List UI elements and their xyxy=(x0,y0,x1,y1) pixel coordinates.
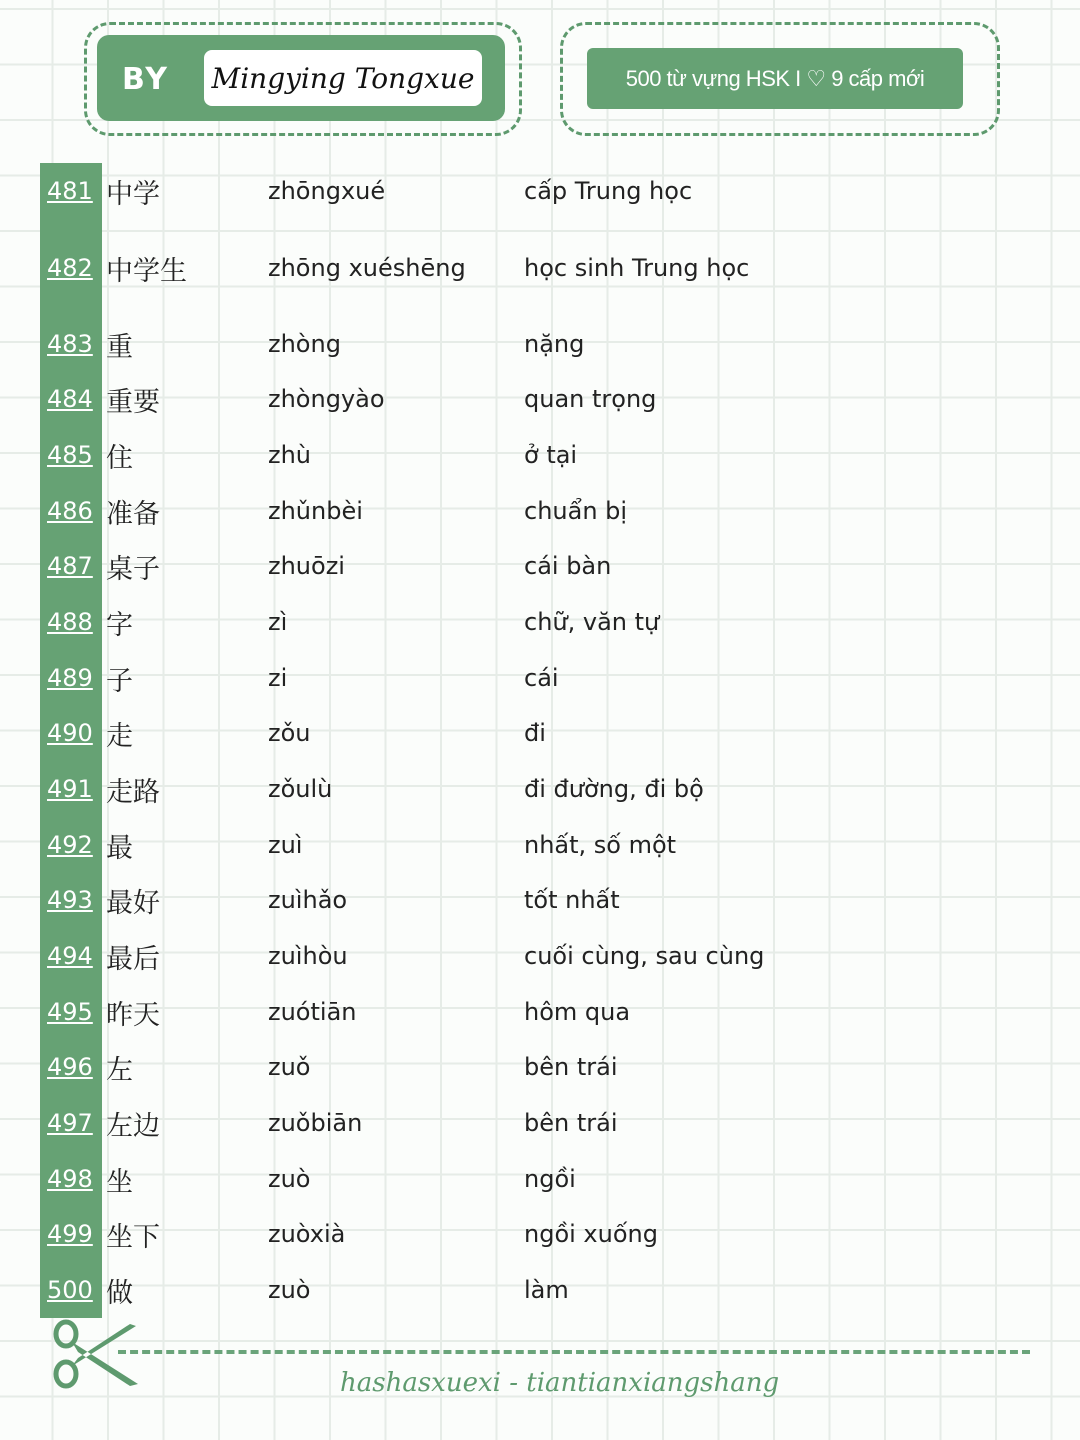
vocab-row xyxy=(0,769,1080,809)
row-number: 489 xyxy=(47,664,93,692)
row-number: 495 xyxy=(47,998,93,1026)
pinyin: zhù xyxy=(268,441,312,469)
hanzi: 最后 xyxy=(106,943,160,975)
pinyin: zuǒbiān xyxy=(268,1109,363,1137)
vocab-row xyxy=(0,1214,1080,1254)
pinyin: zhuōzi xyxy=(268,552,345,580)
pinyin: zhòng xyxy=(268,330,341,358)
vocab-row xyxy=(0,658,1080,698)
pinyin: zuótiān xyxy=(268,998,357,1026)
hanzi: 最 xyxy=(106,832,133,864)
vocab-row xyxy=(0,248,1080,288)
pinyin: zì xyxy=(268,608,288,636)
meaning: cái xyxy=(524,664,559,692)
row-number: 491 xyxy=(47,775,93,803)
meaning: bên trái xyxy=(524,1053,618,1081)
vocab-row xyxy=(0,936,1080,976)
row-number: 492 xyxy=(47,831,93,859)
vocab-row xyxy=(0,379,1080,419)
vocab-row xyxy=(0,992,1080,1032)
hanzi: 中学 xyxy=(106,178,160,210)
row-number: 486 xyxy=(47,497,93,525)
pinyin: zuìhòu xyxy=(268,942,348,970)
meaning: chữ, văn tự xyxy=(524,608,660,636)
row-number: 488 xyxy=(47,608,93,636)
hanzi: 住 xyxy=(106,442,133,474)
pinyin: zhòngyào xyxy=(268,385,385,413)
hanzi: 走 xyxy=(106,720,133,752)
row-number: 485 xyxy=(47,441,93,469)
vocab-row xyxy=(0,713,1080,753)
hanzi: 昨天 xyxy=(106,999,160,1031)
hanzi: 最好 xyxy=(106,887,160,919)
meaning: bên trái xyxy=(524,1109,618,1137)
pinyin: zi xyxy=(268,664,288,692)
author-name: Mingying Tongxue xyxy=(204,50,482,106)
by-label: BY xyxy=(122,62,169,97)
meaning: cuối cùng, sau cùng xyxy=(524,942,765,970)
row-number: 493 xyxy=(47,886,93,914)
row-number: 498 xyxy=(47,1165,93,1193)
hanzi: 子 xyxy=(106,665,133,697)
pinyin: zuì xyxy=(268,831,303,859)
hanzi: 做 xyxy=(106,1277,133,1309)
vocab-row xyxy=(0,1047,1080,1087)
hanzi: 走路 xyxy=(106,776,160,808)
pinyin: zhōngxué xyxy=(268,177,386,205)
page-title: 500 từ vựng HSK I ♡ 9 cấp mới xyxy=(625,65,925,91)
row-number: 496 xyxy=(47,1053,93,1081)
vocab-row xyxy=(0,1270,1080,1310)
pinyin: zuòxià xyxy=(268,1220,346,1248)
row-number: 481 xyxy=(47,177,93,205)
pinyin: zuò xyxy=(268,1165,311,1193)
meaning: nhất, số một xyxy=(524,831,677,859)
meaning: làm xyxy=(524,1276,569,1304)
pinyin: zuò xyxy=(268,1276,311,1304)
meaning: nặng xyxy=(524,330,585,358)
vocab-row xyxy=(0,491,1080,531)
meaning: đi đường, đi bộ xyxy=(524,775,704,803)
meaning: hôm qua xyxy=(524,998,631,1026)
vocab-row xyxy=(0,435,1080,475)
row-number: 497 xyxy=(47,1109,93,1137)
vocab-row xyxy=(0,1159,1080,1199)
hanzi: 左 xyxy=(106,1054,133,1086)
hanzi: 坐 xyxy=(106,1166,133,1198)
vocab-row xyxy=(0,825,1080,865)
vocab-row xyxy=(0,880,1080,920)
hanzi: 中学生 xyxy=(106,255,187,287)
pinyin: zhōng xuéshēng xyxy=(268,254,466,282)
meaning: học sinh Trung học xyxy=(524,254,750,282)
hanzi: 字 xyxy=(106,609,133,641)
footer-signature: hashasxuexi - tiantianxiangshang xyxy=(340,1368,780,1398)
hanzi: 准备 xyxy=(106,498,160,530)
meaning: tốt nhất xyxy=(524,886,620,914)
row-number: 500 xyxy=(47,1276,93,1304)
hanzi: 桌子 xyxy=(106,553,160,585)
cut-line xyxy=(118,1350,1030,1354)
meaning: đi xyxy=(524,719,546,747)
pinyin: zuìhǎo xyxy=(268,886,348,914)
row-number: 494 xyxy=(47,942,93,970)
pinyin: zǒulù xyxy=(268,775,333,803)
row-number: 483 xyxy=(47,330,93,358)
row-number: 490 xyxy=(47,719,93,747)
meaning: quan trọng xyxy=(524,385,657,413)
hanzi: 重要 xyxy=(106,386,160,418)
meaning: cái bàn xyxy=(524,552,612,580)
row-number: 499 xyxy=(47,1220,93,1248)
meaning: ngồi xyxy=(524,1165,576,1193)
meaning: ở tại xyxy=(524,441,578,469)
vocab-row xyxy=(0,602,1080,642)
row-number: 482 xyxy=(47,254,93,282)
vocab-row xyxy=(0,1103,1080,1143)
hanzi: 重 xyxy=(106,331,133,363)
vocab-row xyxy=(0,324,1080,364)
meaning: ngồi xuống xyxy=(524,1220,658,1248)
meaning: cấp Trung học xyxy=(524,177,693,205)
pinyin: zǒu xyxy=(268,719,311,747)
scissors-icon xyxy=(50,1318,142,1390)
row-number: 484 xyxy=(47,385,93,413)
vocab-row xyxy=(0,546,1080,586)
hanzi: 坐下 xyxy=(106,1221,160,1253)
vocab-row xyxy=(0,171,1080,211)
row-number: 487 xyxy=(47,552,93,580)
pinyin: zhǔnbèi xyxy=(268,497,363,525)
pinyin: zuǒ xyxy=(268,1053,311,1081)
hanzi: 左边 xyxy=(106,1110,160,1142)
meaning: chuẩn bị xyxy=(524,497,628,525)
